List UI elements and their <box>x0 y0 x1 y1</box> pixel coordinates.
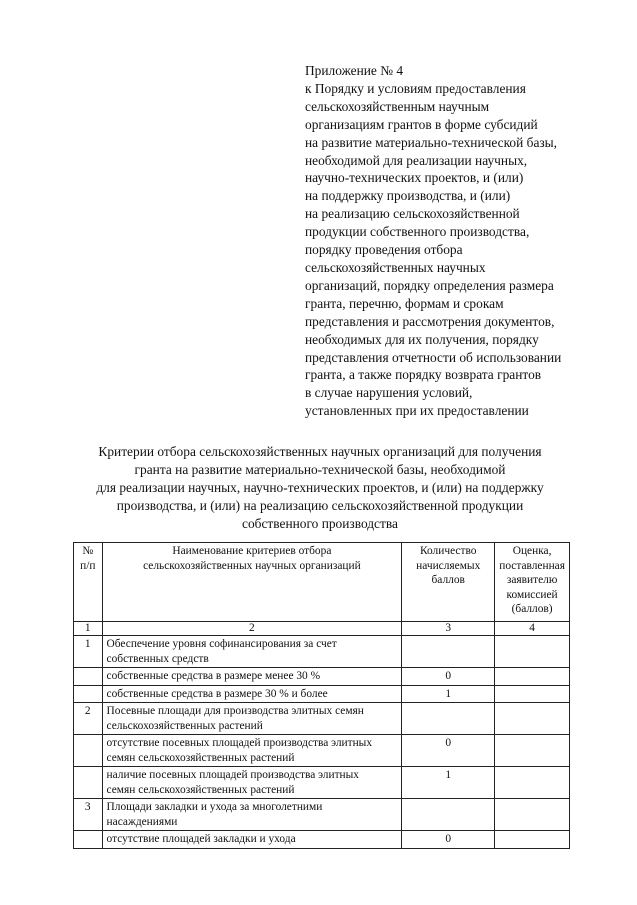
appendix-line: гранта, перечню, формам и срокам <box>305 295 504 311</box>
row-name-line: отсутствие площадей закладки и ухода <box>106 833 296 845</box>
row-name-line: Площади закладки и ухода за многолетними <box>106 801 323 813</box>
appendix-line: представления отчетности об использовании <box>305 349 562 365</box>
row-name-line: семян сельскохозяйственных растений <box>106 751 295 764</box>
row-points <box>402 799 495 831</box>
header-points-line: начисляемых <box>416 559 481 572</box>
table-row <box>74 685 570 703</box>
appendix-line: на реализацию сельскохозяйственной <box>305 206 520 222</box>
row-name-line: наличие посевных площадей производства элитных <box>106 769 359 781</box>
row-num <box>74 735 103 767</box>
row-name <box>102 703 402 735</box>
colnum-4: 4 <box>495 622 570 636</box>
appendix-line: в случае нарушения условий, <box>305 385 473 401</box>
criteria-title <box>40 443 600 533</box>
colnum-2: 2 <box>102 622 402 636</box>
appendix-line: научно-технических проектов, и (или) <box>305 170 524 186</box>
appendix-line: представления и рассмотрения документов, <box>305 313 555 329</box>
row-name <box>102 767 402 799</box>
appendix-line: сельскохозяйственных научных <box>305 259 486 275</box>
appendix-line: порядку проведения отбора <box>305 242 463 258</box>
row-name-line: собственные средства в размере 30 % и более <box>106 687 328 700</box>
appendix-line: на развитие материально-технической базы, <box>305 134 558 150</box>
appendix-line: организациям грантов в форме субсидий <box>305 116 538 132</box>
appendix-line: необходимых для их получения, порядку <box>305 331 539 347</box>
row-name-line: семян сельскохозяйственных растений <box>106 783 295 796</box>
header-num-line: п/п <box>80 559 96 572</box>
row-points <box>402 636 495 668</box>
appendix-header <box>305 62 630 420</box>
row-name-line: собственных средств <box>106 652 209 665</box>
appendix-line: продукции собственного производства, <box>305 224 530 240</box>
table-row <box>74 799 570 831</box>
title-line: гранта на развитие материально-технической базы, необходимой <box>134 461 506 477</box>
header-name-line: сельскохозяйственных научных организаций <box>143 559 361 572</box>
row-name-line: сельскохозяйственных растений <box>106 719 263 732</box>
row-points: 1 <box>402 767 495 799</box>
table-row <box>74 636 570 668</box>
row-name <box>102 799 402 831</box>
header-points-line: баллов <box>431 574 465 586</box>
row-num <box>74 685 103 703</box>
title-line: собственного производства <box>242 515 398 531</box>
title-line: Критерии отбора сельскохозяйственных научных организаций для получения <box>98 444 542 459</box>
row-name <box>102 636 402 668</box>
header-points-line: Количество <box>419 545 477 557</box>
header-eval-line: заявителю <box>506 574 558 586</box>
row-name <box>102 735 402 767</box>
row-points: 0 <box>402 668 495 686</box>
colnum-1: 1 <box>74 622 103 636</box>
row-points: 0 <box>402 831 495 849</box>
row-name-line: собственные средства в размере менее 30 % <box>106 670 321 682</box>
header-eval-line: комиссией <box>506 588 558 601</box>
row-eval <box>495 636 570 668</box>
row-eval <box>495 703 570 735</box>
header-eval-line: поставленная <box>499 559 565 572</box>
title-line: производства, и (или) на реализацию сельскохозяйственной продукции <box>116 497 524 513</box>
row-eval <box>495 799 570 831</box>
table-row <box>74 831 570 849</box>
row-name <box>102 831 402 849</box>
appendix-line: необходимой для реализации научных, <box>305 152 528 168</box>
appendix-line: гранта, а также порядку возврата грантов <box>305 367 542 383</box>
appendix-line: на поддержку производства, и (или) <box>305 188 511 204</box>
header-eval <box>495 543 570 622</box>
title-line: для реализации научных, научно-технических проектов, и (или) на поддержку <box>96 479 544 495</box>
table-row <box>74 703 570 735</box>
row-num: 2 <box>74 703 103 735</box>
header-num <box>74 543 103 622</box>
appendix-line: установленных при их предоставлении <box>305 403 529 419</box>
row-eval <box>495 668 570 686</box>
row-num <box>74 831 103 849</box>
table-header-row <box>74 543 570 622</box>
row-name-line: Обеспечение уровня софинансирования за счет <box>106 638 337 650</box>
row-num: 1 <box>74 636 103 668</box>
table-row <box>74 668 570 686</box>
row-name-line: насаждениями <box>106 815 178 828</box>
appendix-line: к Порядку и условиям предоставления <box>305 80 526 96</box>
table-row <box>74 735 570 767</box>
row-points: 1 <box>402 685 495 703</box>
column-numbers-row <box>74 622 570 636</box>
row-name <box>102 685 402 703</box>
row-eval <box>495 735 570 767</box>
row-num: 3 <box>74 799 103 831</box>
colnum-3: 3 <box>402 622 495 636</box>
row-eval <box>495 831 570 849</box>
criteria-table <box>73 542 570 849</box>
row-eval <box>495 685 570 703</box>
row-name-line: Посевные площади для производства элитных семян <box>106 705 364 717</box>
header-points <box>402 543 495 622</box>
row-points: 0 <box>402 735 495 767</box>
header-eval-line: (баллов) <box>511 603 553 615</box>
appendix-line: организаций, порядку определения размера <box>305 277 554 293</box>
header-eval-line: Оценка, <box>512 545 552 557</box>
row-points <box>402 703 495 735</box>
row-num <box>74 668 103 686</box>
header-name-line: Наименование критериев отбора <box>172 545 332 557</box>
table-row <box>74 767 570 799</box>
row-num <box>74 767 103 799</box>
row-name-line: отсутствие посевных площадей производства элитных <box>106 737 373 749</box>
row-name <box>102 668 402 686</box>
appendix-line: Приложение № 4 <box>305 63 404 78</box>
header-num-line: № <box>82 545 94 557</box>
header-name <box>102 543 402 622</box>
appendix-line: сельскохозяйственным научным <box>305 98 490 114</box>
row-eval <box>495 767 570 799</box>
